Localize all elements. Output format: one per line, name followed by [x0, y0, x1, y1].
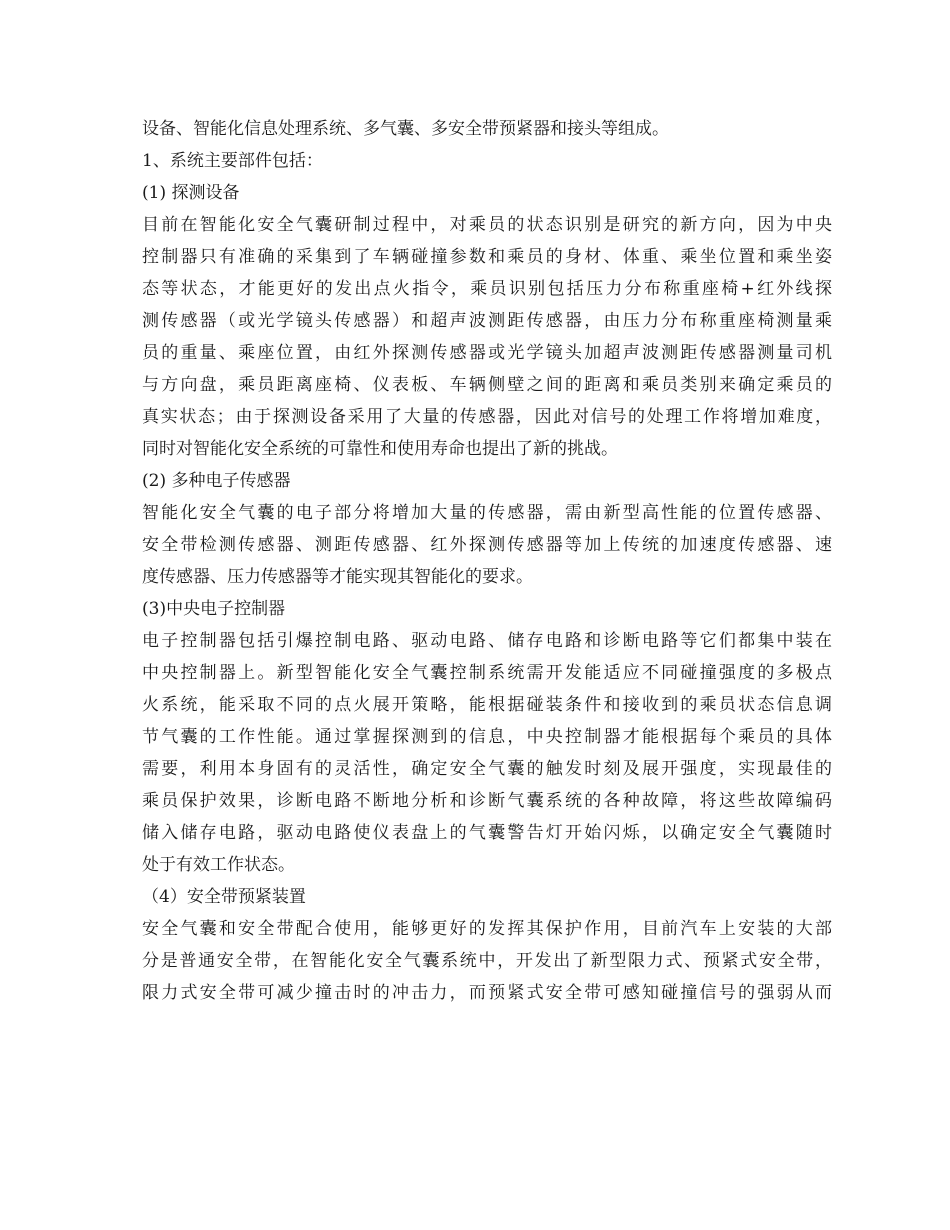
section-1-line: 员的重量、乘座位置，由红外探测传感器或光学镜头加超声波测距传感器测量司机 — [142, 343, 832, 363]
section-3-line: 储入储存电路，驱动电路使仪表盘上的气囊警告灯开始闪烁，以确定安全气囊随时 — [142, 823, 832, 843]
section-3-heading: (3)中央电子控制器 — [142, 599, 286, 619]
section-1-line: 真实状态；由于探测设备采用了大量的传感器，因此对信号的处理工作将增加难度， — [142, 407, 832, 427]
section-1-line: 同时对智能化安全系统的可靠性和使用寿命也提出了新的挑战。 — [142, 439, 618, 459]
section-3-line: 中央控制器上。新型智能化安全气囊控制系统需开发能适应不同碰撞强度的多极点 — [142, 663, 832, 683]
section-1-heading: (1) 探测设备 — [142, 183, 240, 203]
section-2-heading: (2) 多种电子传感器 — [142, 471, 291, 491]
section-4-line: 安全气囊和安全带配合使用，能够更好的发挥其保护作用，目前汽车上安装的大部 — [142, 919, 832, 939]
section-4-line: 限力式安全带可减少撞击时的冲击力，而预紧式安全带可感知碰撞信号的强弱从而 — [142, 983, 832, 1003]
section-1-line: 与方向盘，乘员距离座椅、仪表板、车辆侧壁之间的距离和乘员类别来确定乘员的 — [142, 375, 832, 395]
section-1-line: 控制器只有准确的采集到了车辆碰撞参数和乘员的身材、体重、乘坐位置和乘坐姿 — [142, 247, 832, 267]
section-3-line: 电子控制器包括引爆控制电路、驱动电路、储存电路和诊断电路等它们都集中装在 — [142, 631, 832, 651]
section-1-line: 测传感器（或光学镜头传感器）和超声波测距传感器，由压力分布称重座椅测量乘 — [142, 311, 832, 331]
section-3-line: 乘员保护效果，诊断电路不断地分析和诊断气囊系统的各种故障，将这些故障编码 — [142, 791, 832, 811]
section-4-heading: （4）安全带预紧装置 — [142, 887, 306, 907]
section-title: 1、系统主要部件包括： — [142, 151, 323, 171]
section-3-line: 节气囊的工作性能。通过掌握探测到的信息，中央控制器才能根据每个乘员的具体 — [142, 727, 832, 747]
section-3-line: 处于有效工作状态。 — [142, 855, 295, 875]
section-3-line: 需要，利用本身固有的灵活性，确定安全气囊的触发时刻及展开强度，实现最佳的 — [142, 759, 832, 779]
section-2-line: 度传感器、压力传感器等才能实现其智能化的要求。 — [142, 567, 533, 587]
intro-line: 设备、智能化信息处理系统、多气囊、多安全带预紧器和接头等组成。 — [142, 119, 669, 139]
section-3-line: 火系统，能采取不同的点火展开策略，能根据碰装条件和接收到的乘员状态信息调 — [142, 695, 832, 715]
section-2-line: 安全带检测传感器、测距传感器、红外探测传感器等加上传统的加速度传感器、速 — [142, 535, 832, 555]
section-2-line: 智能化安全气囊的电子部分将增加大量的传感器，需由新型高性能的位置传感器、 — [142, 503, 832, 523]
document-page — [142, 113, 832, 1009]
section-1-line: 态等状态，才能更好的发出点火指令，乘员识别包括压力分布称重座椅+红外线探 — [142, 279, 832, 299]
section-4-line: 分是普通安全带，在智能化安全气囊系统中，开发出了新型限力式、预紧式安全带， — [142, 951, 832, 971]
section-1-line: 目前在智能化安全气囊研制过程中，对乘员的状态识别是研究的新方向，因为中央 — [142, 215, 832, 235]
